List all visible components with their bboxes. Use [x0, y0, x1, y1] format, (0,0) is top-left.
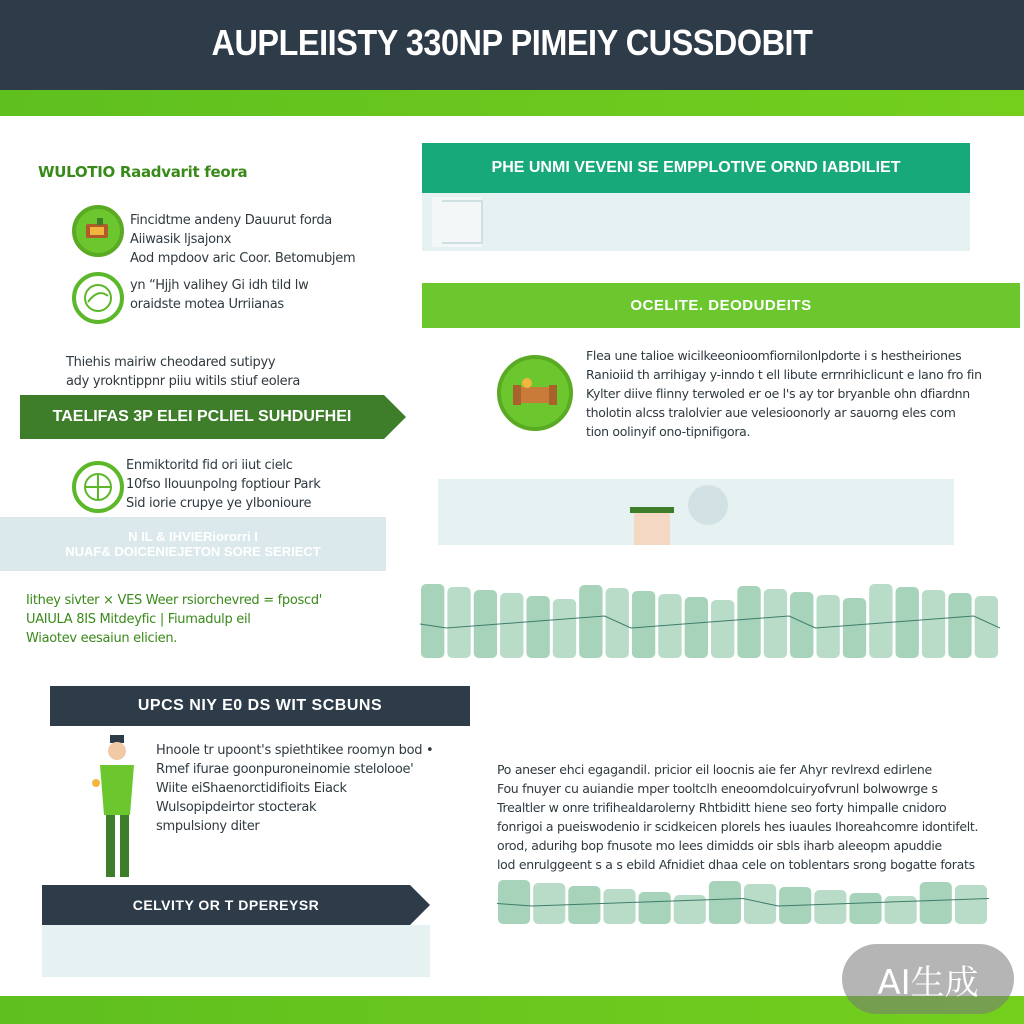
- item2-text: [130, 276, 400, 314]
- decorative-bar: [764, 589, 787, 658]
- decorative-bar: [447, 587, 470, 658]
- person-icon: [90, 735, 146, 880]
- decorative-bar: [500, 593, 523, 658]
- item1-line: Aiiwasik ljsajonx: [130, 232, 232, 247]
- para1-line: tion oolinyif ono-tipnifigora.: [586, 424, 751, 439]
- para2-line: lod enrulggeent s a s ebild Afnidiet dhaa cele on toblentars srong bogatte forats: [497, 857, 975, 872]
- para2-line: Fou fnuyer cu auiandie mper tooltclh eneoomdolcuiryofvrunl bolwowrge s: [497, 781, 938, 796]
- para1-line: Ranioiid th arrihigay y-inndo t ell libute errnrihiclicunt e lano fro fin: [586, 367, 982, 382]
- para1-line: tholotin alcss tralolvier aue velesioonorly ar sauorng eles com: [586, 405, 956, 420]
- lime-banner-label: OCELITE. DEODUDEITS: [630, 297, 812, 314]
- item1-line: Fincidtme andeny Dauurut forda: [130, 213, 332, 228]
- para1-line: Kylter diive flinny terwoled er oe l's ay tor bryanble ohn dfiardnn: [586, 386, 970, 401]
- decorative-bar: [955, 885, 987, 924]
- person-text: [156, 741, 446, 836]
- teal-pale-box: [422, 193, 970, 251]
- decorative-bar: [526, 596, 549, 658]
- decorative-bar: [421, 584, 444, 658]
- decorative-bar: [920, 882, 952, 924]
- teal-banner-label: PHE UNMI VEVENI SE EMPPLOTIVE ORND IABDILIET: [491, 159, 901, 176]
- decorative-bar: [737, 586, 760, 658]
- green-line: Iithey sivter × VES Weer rsiorchevred = fposcd': [26, 593, 323, 608]
- green-text-block: [26, 591, 406, 648]
- decorative-bar: [869, 584, 892, 658]
- mid-line: ady yrokntippnr piiu witils stiuf eolera: [66, 374, 301, 389]
- decorative-bar: [579, 585, 602, 658]
- decorative-bar: [606, 588, 629, 658]
- green-line: UAIULA 8IS Mitdeyfic | Fiumadulp eil: [26, 612, 251, 627]
- para2-line: orod, adurihg bop fnusote mo lees dimidds oir sbls iharb aleeopm apuddie: [497, 838, 942, 853]
- decorative-bar: [975, 596, 998, 658]
- person-line: Rmef ifurae goonpuroneinomie stelolooe': [156, 762, 414, 777]
- item3-line: Enmiktoritd fid ori iiut cielc: [126, 458, 293, 473]
- arrow-banner: [20, 395, 384, 439]
- decorative-bar: [711, 600, 734, 658]
- decorative-bar: [896, 587, 919, 658]
- pale-banner: [0, 517, 386, 571]
- decorative-bar: [533, 883, 565, 924]
- decorative-bar: [843, 598, 866, 658]
- para1: [586, 346, 1006, 441]
- item2-line: oraidste motea Urriianas: [130, 297, 284, 312]
- decorative-bar: [709, 881, 741, 924]
- item2-line: yn “Hjjh valihey Gi idh tild lw: [130, 278, 309, 293]
- item3-text: [126, 456, 396, 513]
- decorative-bar: [639, 892, 671, 924]
- para2: [497, 760, 997, 874]
- para2-line: Po aneser ehci egagandil. pricior eil loocnis aie fer Ahyr revlrexd edirlene: [497, 762, 932, 777]
- decorative-bar: [685, 597, 708, 658]
- teal-banner: [422, 143, 970, 193]
- decorative-bar: [632, 591, 655, 658]
- dark-banner-label: UPCS NIY E0 DS WIT SCBUNS: [137, 697, 383, 714]
- bottom-pale-box: [42, 925, 430, 977]
- decorative-bar: [553, 599, 576, 658]
- item3-line: 10fso Ilouunpolng foptiour Park: [126, 477, 321, 492]
- pale-banner-top: N IL & IHVIERiororri I: [128, 529, 258, 544]
- decorative-bar: [948, 593, 971, 658]
- decorative-bar: [498, 880, 530, 924]
- pale-banner-bottom: NUAF& DOICENIEJETON SORE SERIECT: [65, 544, 321, 559]
- green-line: Wiaotev eesaiun elicien.: [26, 631, 178, 646]
- decorative-bar: [744, 884, 776, 924]
- mid-line: Thiehis mairiw cheodared sutipyy: [66, 355, 276, 370]
- basketball-icon: [72, 461, 124, 513]
- left-section-title: WULOTIO Raadvarit feora: [38, 163, 248, 181]
- para2-line: fonrigoi a pueiswodenio ir scidkeicen plorels hes iuaules Ihoreahcomre idontifelt.: [497, 819, 979, 834]
- sofa-icon: [497, 355, 573, 431]
- page-title: AUPLEIISTY 330NP PIMEIY CUSSDOBIT: [211, 22, 813, 63]
- mid-pale-box: [438, 479, 954, 545]
- person-line: Wiite eiShaenorctidifioits Eiack: [156, 781, 347, 796]
- person-line: Wulsopipdeirtor stocterak: [156, 800, 317, 815]
- decorative-bar: [814, 890, 846, 924]
- decorative-bars-bottom: [497, 876, 989, 926]
- item1-line: Aod mpdoov aric Coor. Betomubjem: [130, 251, 356, 266]
- header-green-stripe: [0, 90, 1024, 116]
- person-line: smpulsiony diter: [156, 819, 260, 834]
- bottom-banner: [42, 885, 410, 925]
- person-line: Hnoole tr upoont's spiethtikee roomyn bod •: [156, 743, 434, 758]
- para2-line: Trealtler w onre trifihealdarolerny Rhtbiditt hiene seo forty himpalle cnidoro: [497, 800, 947, 815]
- item3-line: Sid iorie crupye ye ylbonioure: [126, 496, 312, 511]
- ai-watermark-badge: AI生成: [842, 944, 1014, 1014]
- dark-banner: [50, 686, 470, 726]
- decorative-bar: [922, 590, 945, 658]
- item1-text: [130, 211, 400, 268]
- bottom-banner-label: CELVITY OR T DPEREYSR: [132, 897, 320, 913]
- mid-text: [66, 353, 396, 391]
- decorative-bar: [885, 896, 917, 924]
- decorative-bar: [849, 893, 881, 924]
- lime-banner: [422, 283, 1020, 328]
- decorative-bar: [603, 889, 635, 924]
- decorative-bar: [674, 895, 706, 924]
- globe-icon: [72, 272, 124, 324]
- para1-line: Flea une talioe wicilkeeonioomfiornilonlpdorte i s hestheiriones: [586, 348, 962, 363]
- badge-icon: [72, 205, 124, 257]
- decorative-bars-top: [420, 580, 1000, 660]
- arrow-banner-label: TAELIFAS 3P ELEI PCLIEL SUHDUFHEI: [52, 408, 352, 425]
